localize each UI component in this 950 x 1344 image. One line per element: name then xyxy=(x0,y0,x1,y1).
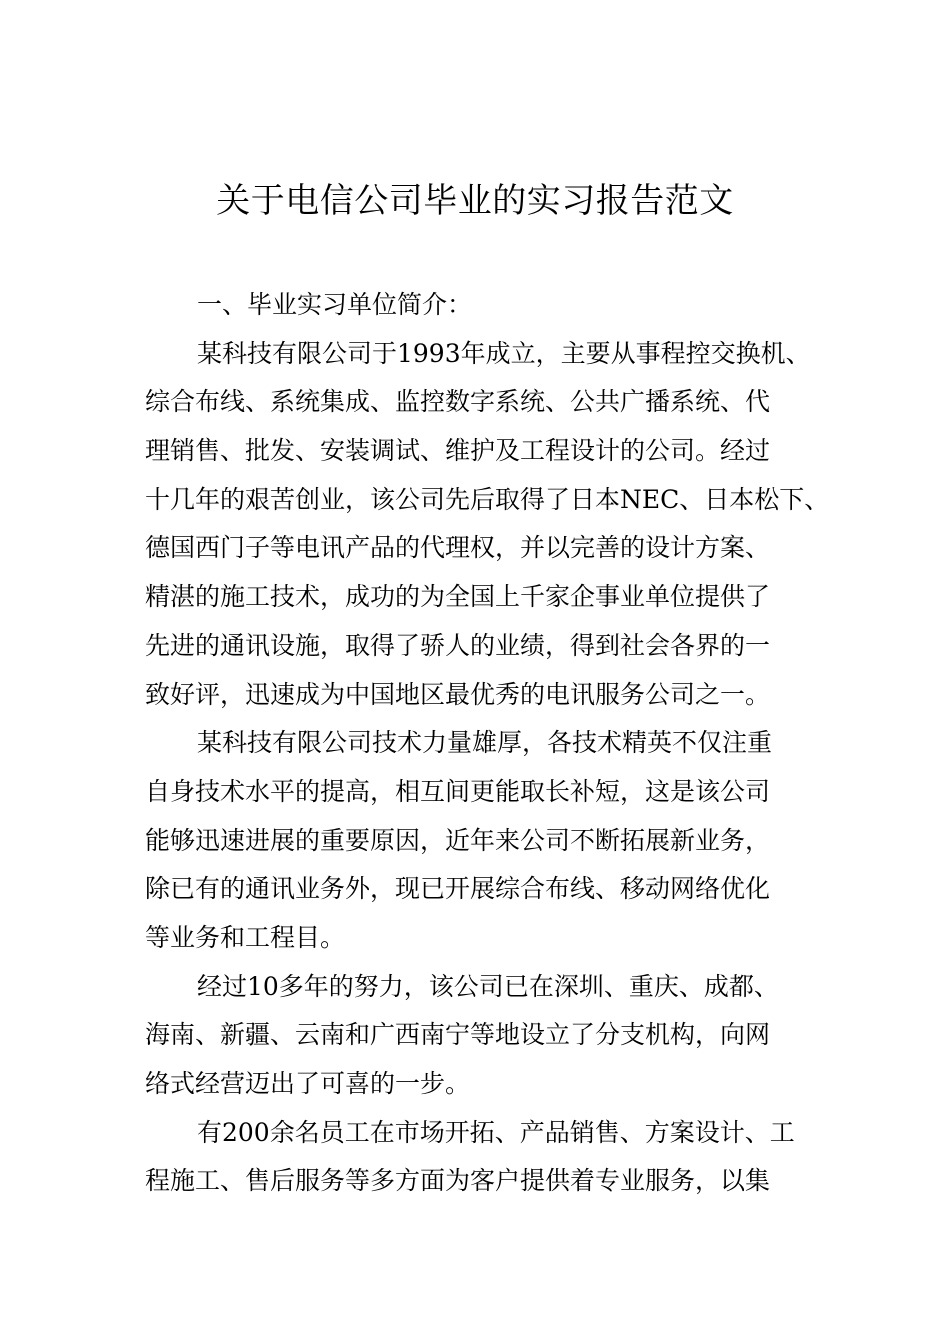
text-line: 德国西门子等电讯产品的代理权，并以完善的设计方案、 xyxy=(145,533,771,563)
text-line: 经过10多年的努力，该公司已在深圳、重庆、成都、 xyxy=(197,971,779,1001)
text-line: 某科技有限公司技术力量雄厚，各技术精英不仅注重 xyxy=(197,728,773,758)
text-line: 一、毕业实习单位简介： xyxy=(197,290,473,319)
document-body xyxy=(145,281,835,1206)
text-line: 等业务和工程目。 xyxy=(145,922,346,952)
text-line: 有200余名员工在市场开拓、产品销售、方案设计、工 xyxy=(197,1117,795,1147)
text-line: 致好评，迅速成为中国地区最优秀的电讯服务公司之一。 xyxy=(145,679,771,709)
text-line: 十几年的艰苦创业，该公司先后取得了日本NEC、日本松下、 xyxy=(145,484,830,514)
text-line: 某科技有限公司于1993年成立，主要从事程控交换机、 xyxy=(197,338,811,368)
text-line: 除已有的通讯业务外，现已开展综合布线、移动网络优化 xyxy=(145,874,771,904)
text-line: 精湛的施工技术，成功的为全国上千家企事业单位提供了 xyxy=(145,582,771,612)
text-line: 程施工、售后服务等多方面为客户提供着专业服务，以集 xyxy=(145,1166,771,1196)
text-line: 能够迅速进展的重要原因，近年来公司不断拓展新业务， xyxy=(145,825,771,855)
text-line: 先进的通讯设施，取得了骄人的业绩，得到社会各界的一 xyxy=(145,630,771,660)
text-line: 自身技术水平的提高，相互间更能取长补短，这是该公司 xyxy=(145,776,771,806)
text-line: 综合布线、系统集成、监控数字系统、公共广播系统、代 xyxy=(145,387,771,417)
document-title: 关于电信公司毕业的实习报告范文 xyxy=(216,181,734,221)
text-line: 理销售、批发、安装调试、维护及工程设计的公司。经过 xyxy=(145,436,771,466)
text-line: 海南、新疆、云南和广西南宁等地设立了分支机构，向网 xyxy=(145,1020,771,1050)
text-line: 络式经营迈出了可喜的一步。 xyxy=(145,1069,471,1098)
